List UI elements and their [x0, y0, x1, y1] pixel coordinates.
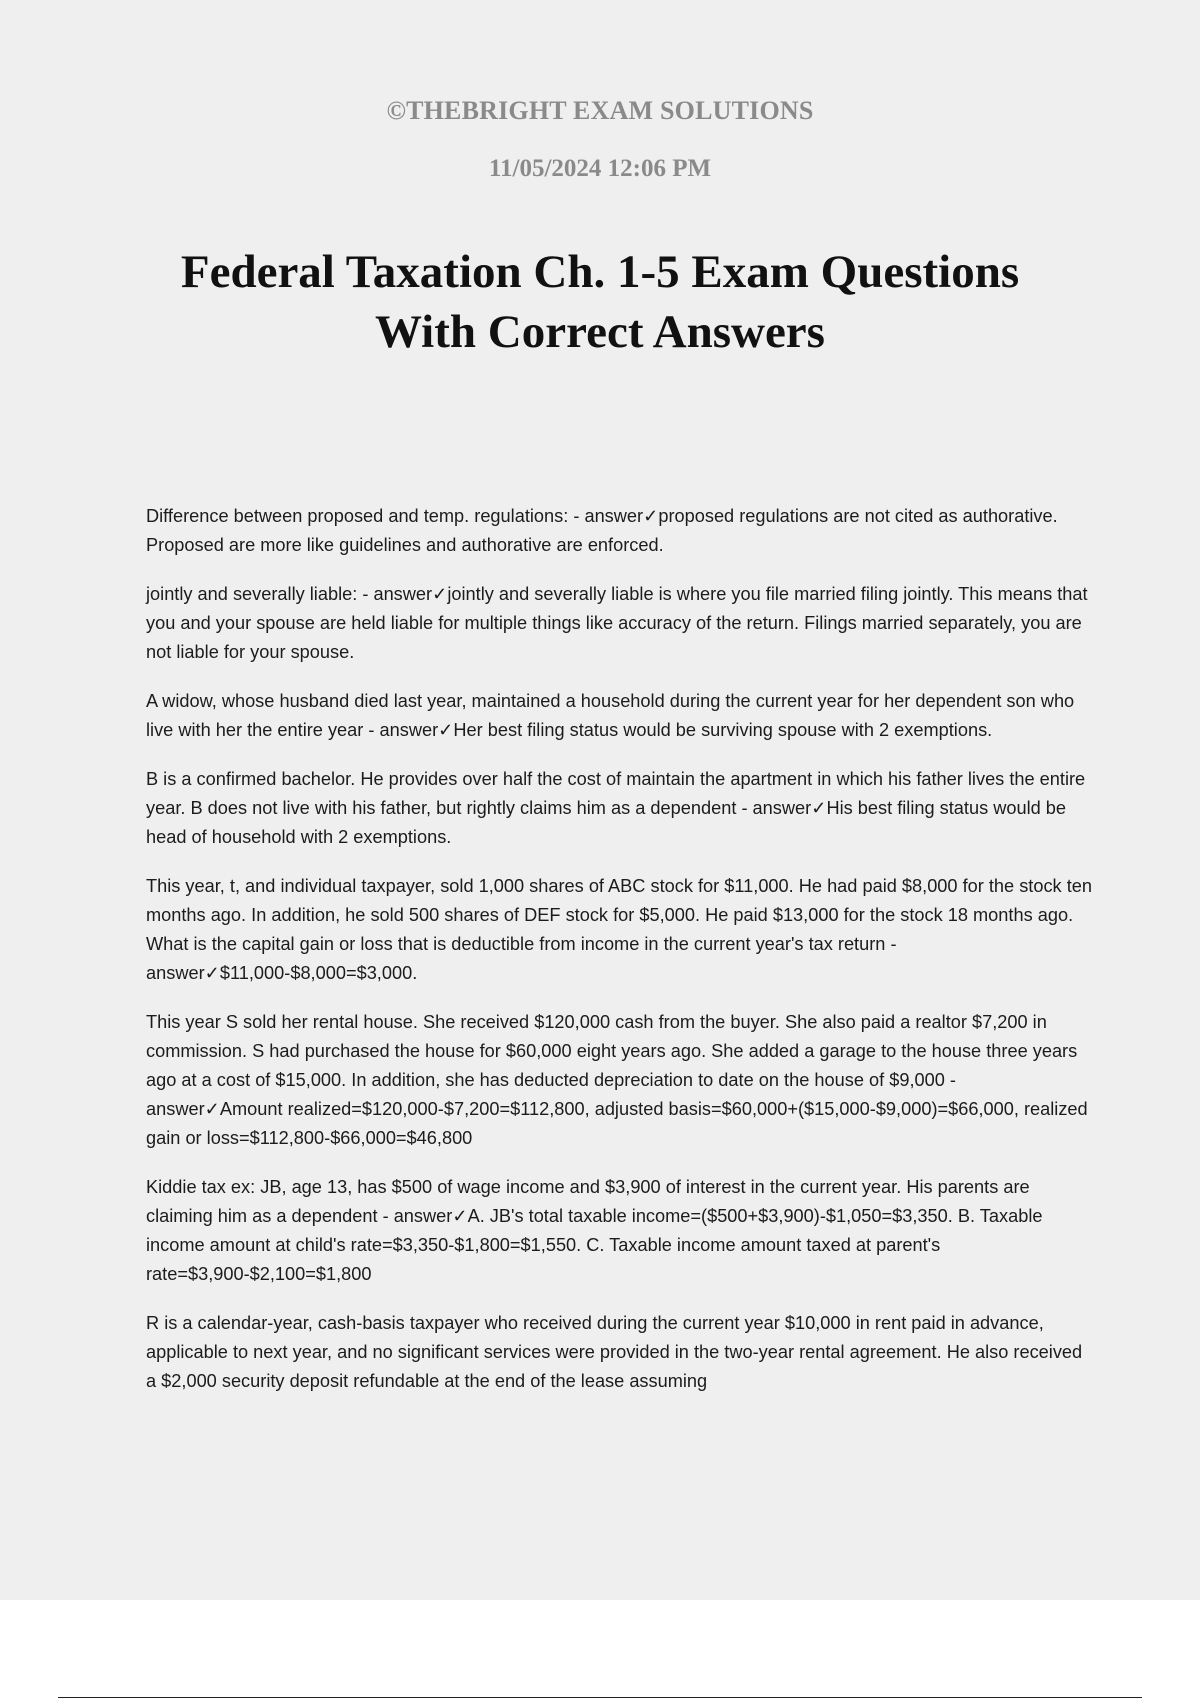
- answer-text: proposed regulations are not cited as authorative. Proposed are more like guidelines and authorative are enforced.: [146, 506, 1058, 555]
- qa-item: [146, 1008, 1096, 1153]
- qa-item: [146, 687, 1096, 745]
- question-text: A widow, whose husband died last year, maintained a household during the current year for her dependent son who live with her the entire year - answer✓: [146, 691, 1075, 740]
- qa-item: [146, 1309, 1096, 1396]
- page-title-line-2: With Correct Answers: [375, 306, 825, 358]
- qa-item: [146, 765, 1096, 852]
- qa-item: [146, 580, 1096, 667]
- question-text: This year, t, and individual taxpayer, sold 1,000 shares of ABC stock for $11,000. He had paid $8,000 for the stock ten months ago. In addition, he sold 500 shares of DEF stock for $5,000. He paid $13,000 for the stock 18 months ago. What is the capital gain or loss that is deductible from income in the current year's tax return - answer✓: [146, 876, 1092, 983]
- question-text: R is a calendar-year, cash-basis taxpayer who received during the current year $10,000 in rent paid in advance, applicable to next year, and no significant services were provided in the two-year rental agreement. He also received a $2,000 security deposit refundable at the end of the lease assuming: [146, 1313, 1083, 1391]
- page-title: [100, 242, 1100, 362]
- answer-text: Her best filing status would be surviving spouse with 2 exemptions.: [453, 720, 993, 740]
- question-text: Kiddie tax ex: JB, age 13, has $500 of wage income and $3,900 of interest in the current year. His parents are claiming him as a dependent - answer✓: [146, 1177, 1030, 1226]
- question-text: This year S sold her rental house. She received $120,000 cash from the buyer. She also paid a realtor $7,200 in commission. S had purchased the house for $60,000 eight years ago. She added a garage to the house three years ago at a cost of $15,000. In addition, she has deducted depreciation to date on the house of $9,000 - answer✓: [146, 1012, 1078, 1119]
- footer-divider: [58, 1697, 1142, 1698]
- answer-text: Amount realized=$120,000-$7,200=$112,800, adjusted basis=$60,000+($15,000-$9,000)=$66,000, realized gain or loss=$112,800-$66,000=$46,800: [146, 1099, 1088, 1148]
- qa-item: [146, 872, 1096, 988]
- header-datetime: 11/05/2024 12:06 PM: [488, 155, 712, 182]
- answer-text: jointly and severally liable is where you file married filing jointly. This means that you and your spouse are held liable for multiple things like accuracy of the return. Filings married separately, you are not liable for your spouse.: [146, 584, 1088, 662]
- question-text: B is a confirmed bachelor. He provides over half the cost of maintain the apartment in which his father lives the entire year. B does not live with his father, but rightly claims him as a dependent - answer✓: [146, 769, 1086, 818]
- answer-text: $11,000-$8,000=$3,000.: [219, 963, 418, 983]
- question-text: jointly and severally liable: - answer✓: [146, 584, 448, 604]
- qa-item: [146, 502, 1096, 560]
- answer-text: His best filing status would be head of household with 2 exemptions.: [146, 798, 1067, 847]
- answer-text: A. JB's total taxable income=($500+$3,900)-$1,050=$3,350. B. Taxable income amount at child's rate=$3,350-$1,800=$1,550. C. Taxable income amount taxed at parent's rate=$3,900-$2,100=$1,800: [146, 1206, 1043, 1284]
- qa-list: [146, 502, 1096, 1416]
- page-title-line-1: Federal Taxation Ch. 1-5 Exam Questions: [180, 246, 1020, 298]
- qa-item: [146, 1173, 1096, 1289]
- question-text: Difference between proposed and temp. regulations: - answer✓: [146, 506, 659, 526]
- watermark-brand: ©THEBRIGHT EXAM SOLUTIONS: [386, 96, 814, 125]
